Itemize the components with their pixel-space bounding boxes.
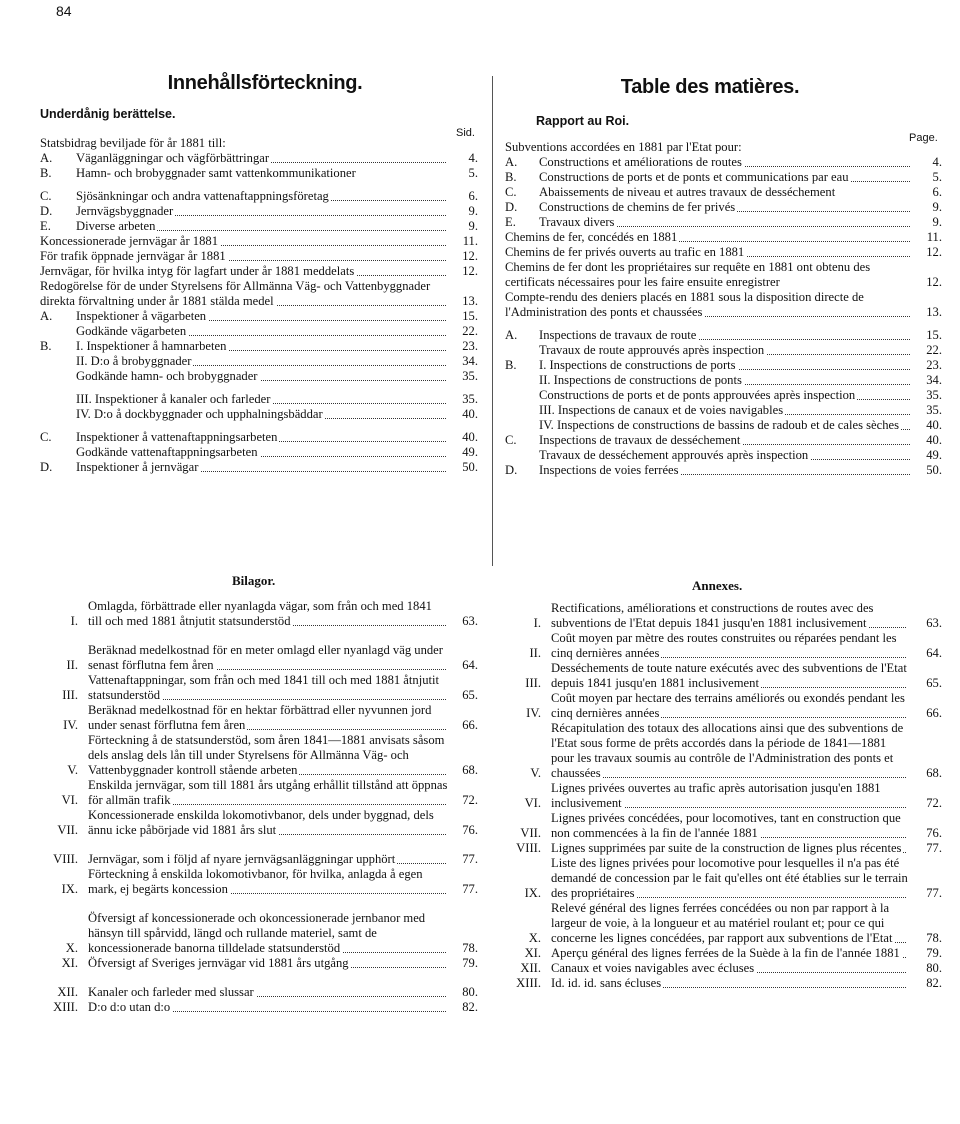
annex-list-fr [505, 601, 942, 991]
entry-page: 78. [926, 931, 942, 945]
entry-marker: VII. [520, 826, 541, 840]
entry-text: Jernvägar, som i följd af nyare jernvägsanläggningar upphört [88, 852, 396, 866]
annex-entry [40, 956, 478, 971]
annex-entry [505, 721, 942, 781]
entry-page: 49. [462, 445, 478, 459]
toc-entry [40, 369, 478, 384]
entry-marker: X. [65, 941, 78, 955]
toc-list-sv [40, 136, 478, 475]
toc-entry [505, 290, 942, 320]
annex-entry [40, 852, 478, 867]
annex-entry [505, 661, 942, 691]
entry-marker: VIII. [53, 852, 78, 866]
entry-marker: IV. [526, 706, 541, 720]
annex-entry [40, 1000, 478, 1015]
entry-page: 77. [926, 886, 942, 900]
entry-text: III. Inspections de canaux et de voies navigables [539, 403, 784, 417]
entry-page: 6. [468, 189, 478, 203]
entry-page: 13. [462, 294, 478, 308]
entry-text: II. D:o å brobyggnader [76, 354, 192, 368]
entry-text: Chemins de fer dont les propriétaires sur requête en 1881 ont obtenu des certificats nécessaires pour les faire ensuite enregistrer [505, 260, 871, 289]
entry-marker: I. [533, 616, 541, 630]
entry-page: 23. [926, 358, 942, 372]
entry-page: 12. [462, 249, 478, 263]
entry-text: Vattenaftappningar, som från och med 1841 till och med 1881 åtnjutit statsunderstöd [88, 673, 439, 702]
entry-page: 22. [926, 343, 942, 357]
entry-text: Rectifications, améliorations et constructions de routes avec des subventions de l'Etat depuis 1841 jusqu'en 1881 inclusivement [551, 601, 874, 630]
entry-marker: XIII. [53, 1000, 78, 1014]
entry-page: 63. [926, 616, 942, 630]
toc-title-fr: Table des matières. [620, 76, 800, 98]
entry-marker: D. [40, 460, 53, 474]
toc-entry [40, 204, 478, 219]
annex-heading-sv: Bilagor. [232, 573, 276, 588]
entry-page: 5. [468, 166, 478, 180]
entry-page: 23. [462, 339, 478, 353]
entry-marker: XI. [61, 956, 78, 970]
entry-marker: B. [505, 170, 517, 184]
entry-text: Aperçu général des lignes ferrées de la Suède à la fin de l'année 1881 [551, 946, 900, 960]
entry-text: Canaux et voies navigables avec écluses [551, 961, 755, 975]
entry-marker: A. [40, 151, 53, 165]
entry-text: Omlagda, förbättrade eller nyanlagda vägar, som från och med 1841 till och med 1881 åtnjutit statsunderstöd [88, 599, 432, 628]
toc-entry [40, 249, 478, 264]
entry-marker: C. [40, 430, 52, 444]
entry-text: Inspektioner å vägarbeten [76, 309, 207, 323]
entry-page: 35. [926, 403, 942, 417]
entry-page: 49. [926, 448, 942, 462]
entry-text: Abaissements de niveau et autres travaux de desséchement [539, 185, 836, 199]
entry-marker: II. [66, 658, 78, 672]
entry-page: 63. [462, 614, 478, 628]
annex-entry [40, 733, 478, 778]
toc-entry [505, 373, 942, 388]
entry-text: Coût moyen par hectare des terrains améliorés ou exondés pendant les cinq dernières années [551, 691, 905, 720]
toc-entry [505, 200, 942, 215]
entry-text: Beräknad medelkostnad för en meter omlagd eller nyanlagd väg under senast förflutna fem åren [88, 643, 443, 672]
entry-page: 50. [926, 463, 942, 477]
toc-entry [40, 445, 478, 460]
toc-entry [40, 279, 478, 309]
entry-marker: C. [40, 189, 52, 203]
toc-entry [40, 189, 478, 204]
entry-text: Redogörelse för de under Styrelsens för Allmänna Väg- och Vattenbyggnader direkta förvaltning under år 1881 stälda medel [40, 279, 431, 308]
entry-text: Öfversigt af koncessionerade och okoncessionerade jernbanor med hänsyn till spårvidd, längd och rullande materiel, samt de koncessionerade banorna tilldelade statsunderstöd [88, 911, 426, 955]
entry-page: 35. [926, 388, 942, 402]
entry-text: I. Inspections de constructions de ports [539, 358, 736, 372]
toc-entry [505, 328, 942, 343]
entry-marker: XIII. [516, 976, 541, 990]
annex-entry [505, 961, 942, 976]
entry-text: Inspektioner å jernvägar [76, 460, 199, 474]
entry-marker: XI. [524, 946, 541, 960]
toc-entry [40, 166, 478, 181]
entry-page: 77. [462, 852, 478, 866]
entry-page: 65. [926, 676, 942, 690]
entry-text: Koncessionerade jernvägar år 1881 [40, 234, 218, 248]
entry-text: Inspections de voies ferrées [539, 463, 679, 477]
entry-page: 64. [926, 646, 942, 660]
entry-page: 77. [462, 882, 478, 896]
entry-page: 78. [462, 941, 478, 955]
entry-page: 13. [926, 305, 942, 319]
entry-text: Enskilda jernvägar, som till 1881 års utgång erhållit tillstånd att öppnas för allmän trafik [88, 778, 448, 807]
entry-page: 4. [468, 151, 478, 165]
entry-text: Travaux divers [539, 215, 615, 229]
entry-marker: I. [70, 614, 78, 628]
entry-marker: IX. [524, 886, 541, 900]
entry-text: Lignes supprimées par suite de la construction de lignes plus récentes [551, 841, 902, 855]
annex-entry [505, 601, 942, 631]
entry-page: 68. [926, 766, 942, 780]
annex-heading-fr: Annexes. [692, 578, 743, 593]
entry-marker: E. [505, 215, 516, 229]
entry-marker: V. [530, 766, 541, 780]
entry-marker: D. [40, 204, 53, 218]
entry-page: 11. [462, 234, 478, 248]
annex-entry [40, 599, 478, 629]
toc-entry [505, 245, 942, 260]
toc-entry [40, 309, 478, 324]
entry-text: Liste des lignes privées pour locomotive pour lesquelles il n'a pas été demandé de concession par le fait qu'elles ont été établies sur le terrain des propriétaires [551, 856, 908, 900]
entry-marker: VIII. [516, 841, 541, 855]
entry-page: 79. [462, 956, 478, 970]
toc-entry [505, 418, 942, 433]
entry-text: IV. D:o å dockbyggnader och upphalningsbäddar [76, 407, 323, 421]
entry-page: 35. [462, 392, 478, 406]
entry-page: 72. [926, 796, 942, 810]
entry-page: 34. [462, 354, 478, 368]
toc-entry [40, 392, 478, 407]
annex-entry [40, 643, 478, 673]
entry-text: Sjösänkningar och andra vattenaftappningsföretag [76, 189, 329, 203]
toc-entry [505, 358, 942, 373]
entry-marker: C. [505, 433, 517, 447]
entry-page: 5. [932, 170, 942, 184]
column-divider [492, 76, 493, 566]
entry-page: 40. [926, 433, 942, 447]
entry-marker: IX. [61, 882, 78, 896]
entry-text: Subventions accordées en 1881 par l'Etat pour: [505, 140, 742, 154]
entry-page: 68. [462, 763, 478, 777]
entry-text: Godkände vägarbeten [76, 324, 187, 338]
entry-page: 4. [932, 155, 942, 169]
column-head-sv: Sid. [456, 127, 475, 139]
entry-page: 9. [932, 215, 942, 229]
toc-entry [40, 354, 478, 369]
entry-page: 72. [462, 793, 478, 807]
entry-page: 22. [462, 324, 478, 338]
entry-marker: VI. [61, 793, 78, 807]
entry-text: Hamn- och brobyggnader samt vattenkommunikationer [76, 166, 356, 180]
toc-entry [40, 324, 478, 339]
entry-marker: XII. [57, 985, 78, 999]
annex-entry [40, 673, 478, 703]
entry-marker: A. [40, 309, 53, 323]
entry-page: 82. [926, 976, 942, 990]
entry-text: För trafik öppnade jernvägar år 1881 [40, 249, 226, 263]
annex-entry [40, 867, 478, 897]
entry-marker: III. [525, 676, 541, 690]
entry-page: 40. [926, 418, 942, 432]
section-heading-fr: Rapport au Roi. [536, 114, 630, 128]
toc-entry [505, 155, 942, 170]
entry-page: 40. [462, 430, 478, 444]
entry-text: Coût moyen par mètre des routes construites ou réparées pendant les cinq dernières années [551, 631, 897, 660]
toc-title-sv: Innehållsförteckning. [167, 72, 363, 94]
annex-entry [505, 901, 942, 946]
annex-entry [40, 703, 478, 733]
entry-marker: B. [40, 166, 52, 180]
entry-text: Väganläggningar och vägförbättringar [76, 151, 270, 165]
toc-entry [40, 151, 478, 166]
toc-entry [40, 407, 478, 422]
entry-page: 76. [926, 826, 942, 840]
entry-text: II. Inspections de constructions de ponts [539, 373, 742, 387]
entry-text: Constructions de ports et de ponts et communications par eau [539, 170, 849, 184]
entry-text: I. Inspektioner å hamnarbeten [76, 339, 227, 353]
entry-marker: VII. [57, 823, 78, 837]
toc-entry [40, 136, 478, 151]
entry-page: 80. [926, 961, 942, 975]
entry-text: Desséchements de toute nature exécutés avec des subventions de l'Etat depuis 1841 jusqu'en 1881 inclusivement [551, 661, 907, 690]
entry-marker: IV. [63, 718, 78, 732]
column-head-fr: Page. [909, 132, 938, 144]
entry-marker: E. [40, 219, 51, 233]
entry-page: 34. [926, 373, 942, 387]
toc-entry [40, 460, 478, 475]
entry-text: Förteckning å de statsunderstöd, som åren 1841—1881 anvisats såsom dels anslag dels lån till under Styrelsens för Allmänna Väg- och Vattenbyggnader kontroll stående arbeten [88, 733, 445, 777]
entry-page: 15. [926, 328, 942, 342]
entry-page: 15. [462, 309, 478, 323]
toc-entry [505, 433, 942, 448]
entry-text: D:o d:o utan d:o [88, 1000, 171, 1014]
entry-text: Travaux de desséchement approuvés après inspection [539, 448, 809, 462]
entry-marker: C. [505, 185, 517, 199]
entry-text: Koncessionerade enskilda lokomotivbanor, dels under byggnad, dels ännu icke påbörjade vid 1881 års slut [88, 808, 434, 837]
entry-text: Constructions de chemins de fer privés [539, 200, 736, 214]
entry-text: Relevé général des lignes ferrées concédées ou non par rapport à la largeur de voie, à la longueur et au matériel roulant et; pour ce qui concerne les lignes concédées, par rapport aux subventions de l'Etat [551, 901, 893, 945]
entry-text: Inspections de travaux de route [539, 328, 697, 342]
entry-page: 64. [462, 658, 478, 672]
entry-text: Öfversigt af Sveriges jernvägar vid 1881 års utgång [88, 956, 349, 970]
entry-page: 35. [462, 369, 478, 383]
entry-page: 76. [462, 823, 478, 837]
entry-text: Inspections de travaux de desséchement [539, 433, 741, 447]
entry-text: Chemins de fer privés ouverts au trafic en 1881 [505, 245, 745, 259]
entry-page: 9. [932, 200, 942, 214]
entry-text: Jernvägsbyggnader [76, 204, 174, 218]
entry-text: Beräknad medelkostnad för en hektar förbättrad eller nyvunnen jord under senast förflutna fem åren [88, 703, 432, 732]
entry-text: III. Inspektioner å kanaler och farleder [76, 392, 271, 406]
toc-list-fr [505, 140, 942, 478]
page-number: 84 [56, 3, 72, 19]
annex-entry [40, 985, 478, 1000]
toc-entry [505, 463, 942, 478]
entry-marker: X. [528, 931, 541, 945]
entry-page: 66. [462, 718, 478, 732]
entry-page: 12. [926, 275, 942, 289]
entry-text: Constructions et améliorations de routes [539, 155, 742, 169]
annex-entry [505, 976, 942, 991]
toc-entry [505, 215, 942, 230]
entry-page: 80. [462, 985, 478, 999]
toc-entry [505, 185, 942, 200]
entry-marker: XII. [520, 961, 541, 975]
entry-page: 6. [932, 185, 942, 199]
entry-marker: V. [67, 763, 78, 777]
toc-entry [505, 343, 942, 358]
entry-text: Travaux de route approuvés après inspection [539, 343, 765, 357]
entry-page: 82. [462, 1000, 478, 1014]
toc-entry [505, 448, 942, 463]
entry-text: Récapitulation des totaux des allocations ainsi que des subventions de l'Etat sous forme de prêts accordés dans la période de 1841—1881 pour les travaux soumis au contrôle de l'Administration des ponts et chaussées [551, 721, 904, 780]
entry-text: Compte-rendu des deniers placés en 1881 sous la disposition directe de l'Administration des ponts et chaussées [505, 290, 864, 319]
entry-text: Förteckning å enskilda lokomotivbanor, för hvilka, anlagda å egen mark, ej begärts koncession [88, 867, 423, 896]
entry-page: 11. [926, 230, 942, 244]
annex-entry [505, 691, 942, 721]
toc-entry [40, 234, 478, 249]
entry-text: Kanaler och farleder med slussar [88, 985, 254, 999]
entry-marker: A. [505, 328, 518, 342]
entry-marker: VI. [524, 796, 541, 810]
annex-entry [505, 811, 942, 841]
toc-entry [505, 403, 942, 418]
entry-text: Lignes privées ouvertes au trafic après autorisation jusqu'en 1881 inclusivement [551, 781, 881, 810]
annex-entry [505, 946, 942, 961]
entry-text: Jernvägar, för hvilka intyg för lagfart under år 1881 meddelats [40, 264, 355, 278]
entry-marker: D. [505, 463, 518, 477]
entry-text: Id. id. id. sans écluses [551, 976, 662, 990]
entry-text: Chemins de fer, concédés en 1881 [505, 230, 678, 244]
toc-entry [40, 339, 478, 354]
entry-marker: B. [505, 358, 517, 372]
entry-page: 77. [926, 841, 942, 855]
entry-page: 40. [462, 407, 478, 421]
entry-text: Lignes privées concédées, pour locomotives, tant en construction que non commencées à la fin de l'année 1881 [551, 811, 901, 840]
entry-text: Godkände vattenaftappningsarbeten [76, 445, 258, 459]
entry-page: 12. [926, 245, 942, 259]
entry-page: 65. [462, 688, 478, 702]
annex-entry [505, 856, 942, 901]
section-heading-sv: Underdånig berättelse. [40, 107, 176, 121]
entry-text: Inspektioner å vattenaftappningsarbeten [76, 430, 278, 444]
toc-entry [40, 219, 478, 234]
toc-entry [40, 264, 478, 279]
entry-marker: III. [62, 688, 78, 702]
annex-entry [505, 631, 942, 661]
annex-list-sv [40, 599, 478, 1015]
toc-entry [505, 388, 942, 403]
entry-marker: A. [505, 155, 518, 169]
entry-page: 50. [462, 460, 478, 474]
entry-page: 79. [926, 946, 942, 960]
entry-marker: B. [40, 339, 52, 353]
toc-entry [505, 230, 942, 245]
entry-marker: II. [529, 646, 541, 660]
toc-entry [505, 260, 942, 290]
entry-page: 12. [462, 264, 478, 278]
toc-entry [505, 170, 942, 185]
entry-page: 66. [926, 706, 942, 720]
annex-entry [40, 778, 478, 808]
annex-entry [505, 781, 942, 811]
entry-text: Statsbidrag beviljade för år 1881 till: [40, 136, 226, 150]
entry-text: IV. Inspections de constructions de bassins de radoub et de cales sèches [539, 418, 899, 432]
entry-text: Constructions de ports et de ponts approuvées après inspection [539, 388, 856, 402]
toc-entry [505, 140, 942, 155]
entry-text: Godkände hamn- och brobyggnader [76, 369, 258, 383]
toc-entry [40, 430, 478, 445]
annex-entry [40, 911, 478, 956]
entry-text: Diverse arbeten [76, 219, 156, 233]
entry-page: 9. [468, 219, 478, 233]
entry-marker: D. [505, 200, 518, 214]
annex-entry [40, 808, 478, 838]
entry-page: 9. [468, 204, 478, 218]
annex-entry [505, 841, 942, 856]
